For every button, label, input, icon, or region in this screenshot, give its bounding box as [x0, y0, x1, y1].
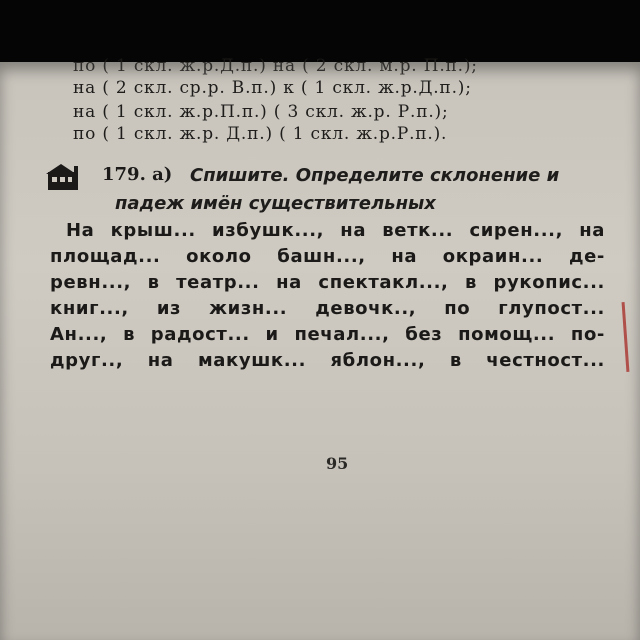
header-line-1: по ( 1 скл. ж.р.Д.п.) на ( 2 скл. м.р. П.п.);	[73, 56, 478, 76]
house-icon	[46, 162, 80, 192]
task-text-line-2: падеж имён существительных	[115, 193, 436, 214]
exercise-number: 179. а)	[102, 164, 173, 185]
exercise-line-6: друг.., на макушк... яблон..., в честност...	[50, 350, 605, 371]
task-text-line-1: Спишите. Определите склонение и	[190, 165, 560, 186]
red-margin-mark	[622, 302, 630, 372]
exercise-line-5: Ан..., в радост... и печал..., без помощ... по-	[50, 324, 605, 345]
exercise-line-3: ревн..., в театр... на спектакл..., в рукопис...	[50, 272, 605, 293]
header-line-2: на ( 2 скл. ср.р. В.п.) к ( 1 скл. ж.р.Д.п.);	[73, 78, 472, 98]
header-line-3: на ( 1 скл. ж.р.П.п.) ( 3 скл. ж.р. Р.п.);	[73, 102, 449, 122]
header-line-4: по ( 1 скл. ж.р. Д.п.) ( 1 скл. ж.р.Р.п.).	[73, 124, 448, 144]
exercise-line-1: На крыш... избушк..., на ветк... сирен..., на	[66, 220, 605, 241]
exercise-line-4: книг..., из жизн... девочк.., по глупост...	[50, 298, 605, 319]
textbook-page	[0, 56, 640, 640]
exercise-line-2: площад... около башн..., на окраин... де-	[50, 246, 605, 267]
page-number: 95	[326, 454, 349, 473]
